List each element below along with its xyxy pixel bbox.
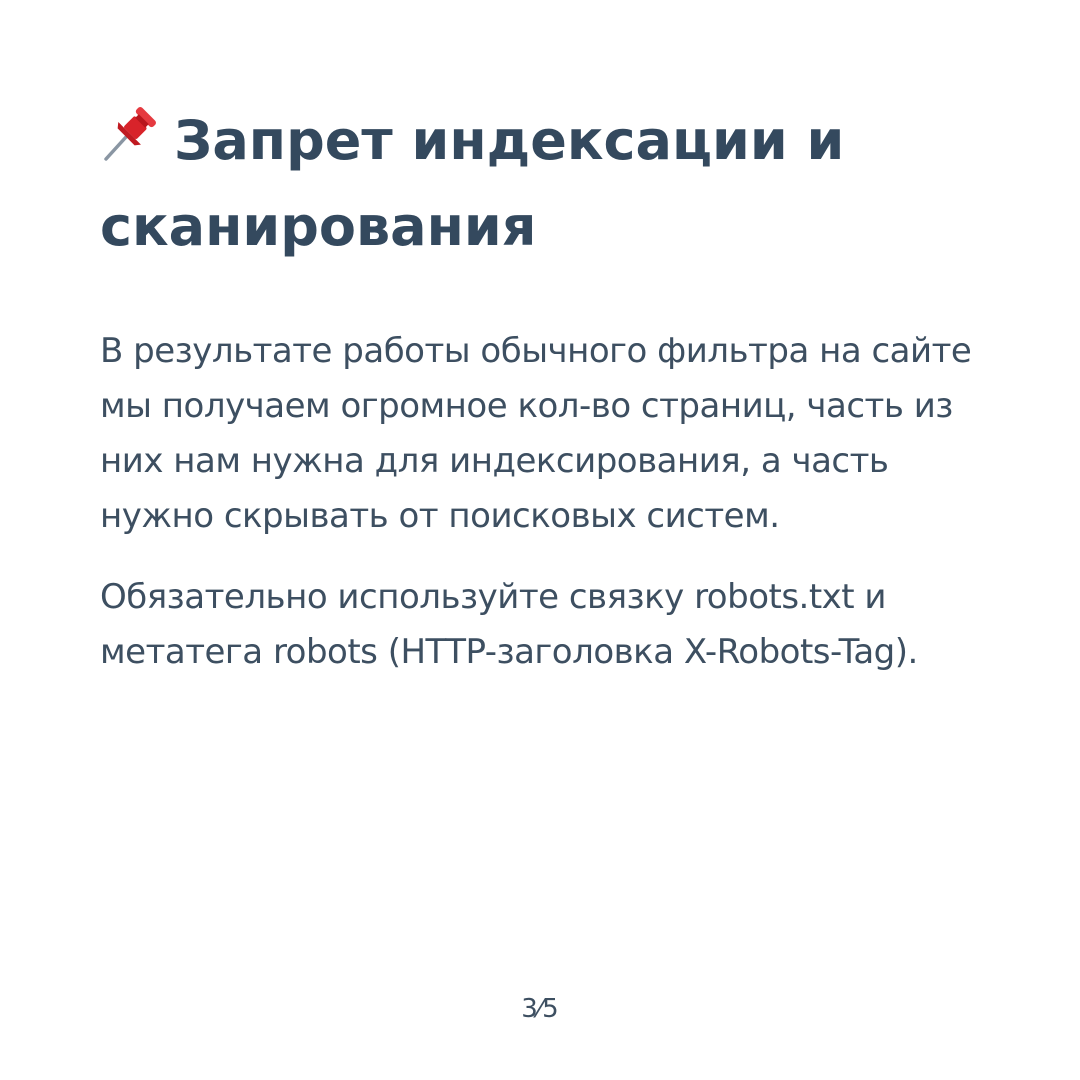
body-paragraph-2: Обязательно используйте связку robots.txt и метатега robots (HTTP-заголовка X-Robots-Tag). [100,577,918,672]
slide-title [100,98,1000,270]
slide-content [100,98,1000,680]
slide-title-text: Запрет индексации и сканирования [100,109,845,258]
body-paragraph-1: В результате работы обычного фильтра на сайте мы получаем огромное кол-во страниц, часть из них нам нужна для индексирования, а часть нужно скрывать от поисковых систем. [100,331,972,536]
page-indicator: 3⁄5 [521,994,559,1024]
pushpin-icon [100,103,160,163]
